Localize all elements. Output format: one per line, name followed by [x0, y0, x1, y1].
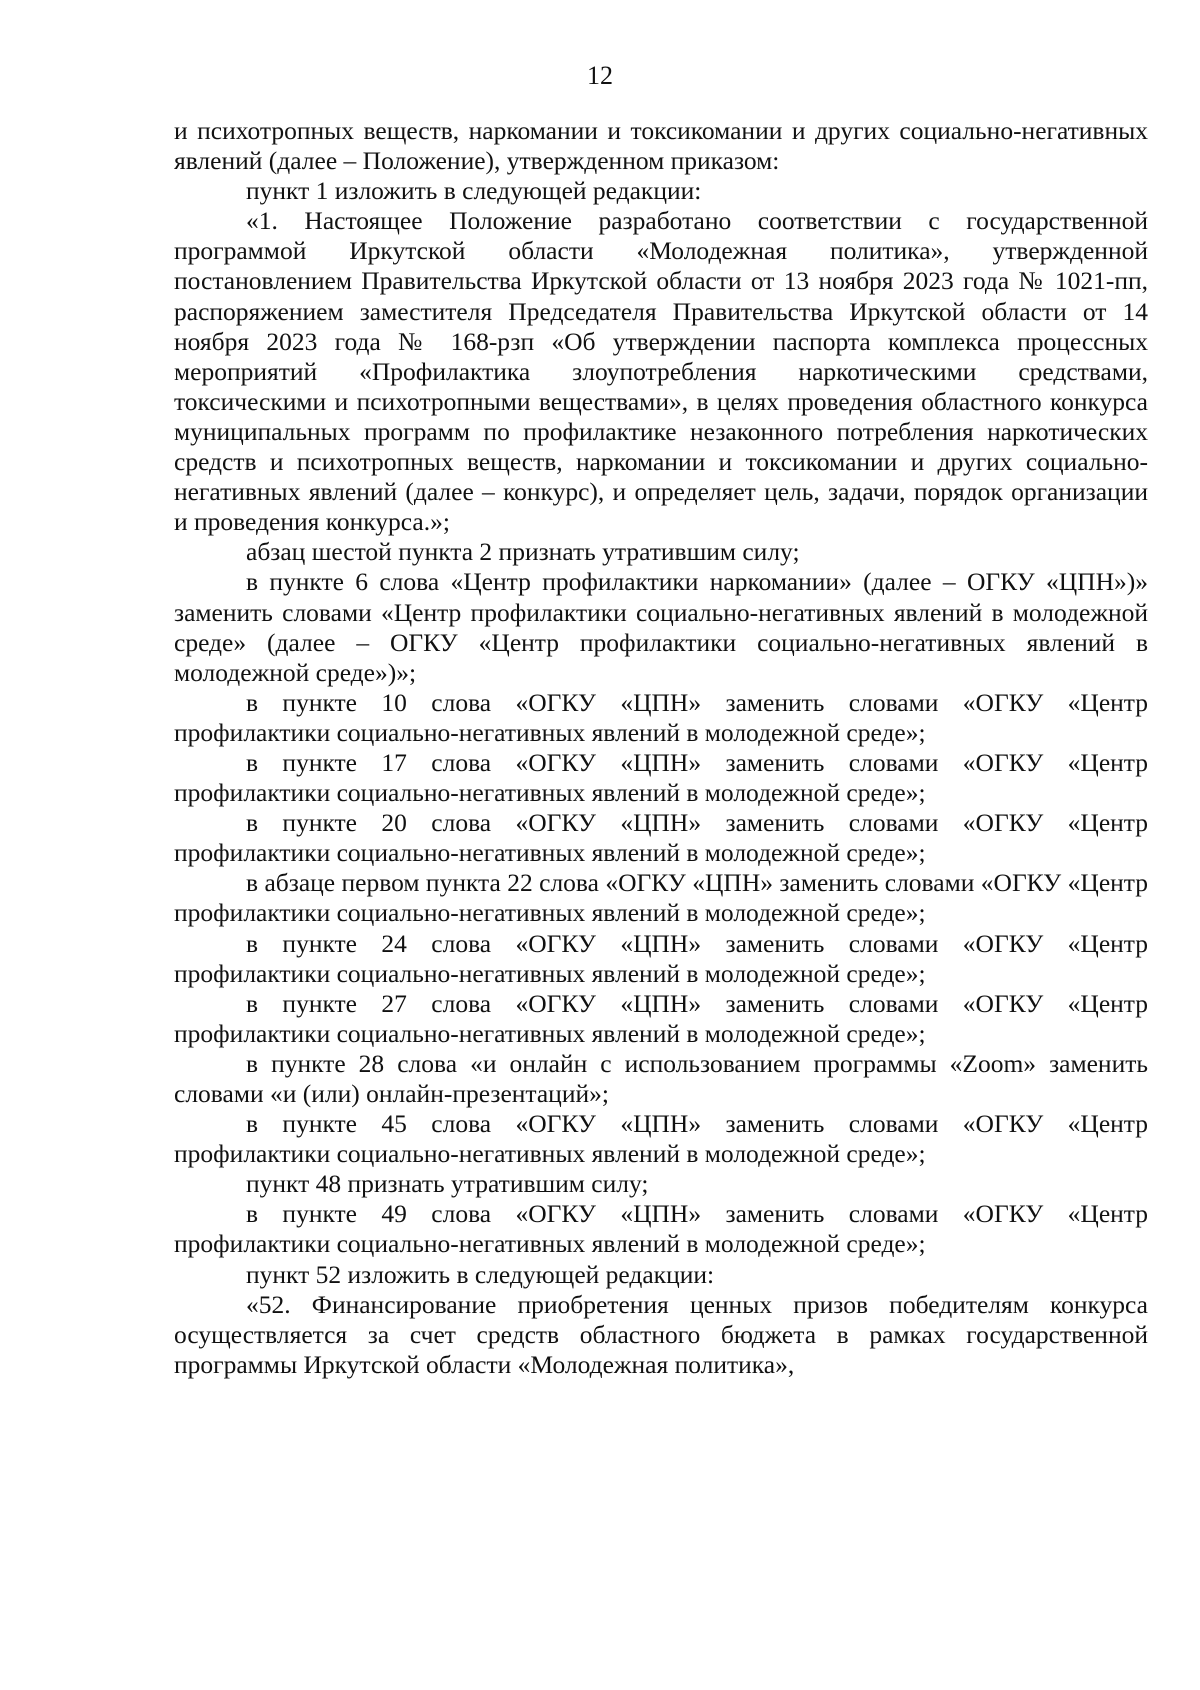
paragraph: в пункте 49 слова «ОГКУ «ЦПН» заменить словами «ОГКУ «Центр профилактики социально-негативных явлений в молодежной среде»; [174, 1199, 1148, 1259]
paragraph: пункт 52 изложить в следующей редакции: [246, 1259, 715, 1289]
paragraph: в пункте 24 слова «ОГКУ «ЦПН» заменить словами «ОГКУ «Центр профилактики социально-негативных явлений в молодежной среде»; [174, 928, 1148, 988]
paragraph: в пункте 17 слова «ОГКУ «ЦПН» заменить словами «ОГКУ «Центр профилактики социально-негативных явлений в молодежной среде»; [174, 747, 1148, 808]
page-number: 12 [587, 61, 613, 90]
paragraph: «52. Финансирование приобретения ценных призов победителям конкурса осуществляется за счет средств областного бюджета в рамках государственной программы Иркутской области «Молодежная политика», [174, 1289, 1148, 1379]
paragraph: «1. Настоящее Положение разработано соответствии с государственной программой Иркутской области «Молодежная политика», утвержденной постановлением Правительства Иркутской области от 13 ноября 2023 года № 1021-пп, распоряжением заместителя Председателя Правительства Иркутской области от 14 ноября 2023 года № 168-рзп «Об утверждении паспорта комплекса процессных мероприятий «Профилактика злоупотребления наркотическими средствами, токсическими и психотропными веществами», в целях проведения областного конкурса муниципальных программ по профилактике незаконного потребления наркотических средств и психотропных веществ, наркомании и токсикомании и других социально-негативных явлений (далее – конкурс), и определяет цель, задачи, порядок организации и проведения конкурса.»; [174, 206, 1148, 537]
paragraph: в пункте 10 слова «ОГКУ «ЦПН» заменить словами «ОГКУ «Центр профилактики социально-негативных явлений в молодежной среде»; [174, 687, 1148, 747]
paragraph: в пункте 6 слова «Центр профилактики наркомании» (далее – ОГКУ «ЦПН»)» заменить словами «Центр профилактики социально-негативных явлений в молодежной среде» (далее – ОГКУ «Центр профилактики социально-негативных явлений в молодежной среде»)»; [174, 567, 1148, 687]
document-body [174, 116, 1148, 1380]
paragraph: и психотропных веществ, наркомании и токсикомании и других социально-негативных явлений (далее – Положение), утвержденном приказом: [174, 116, 1148, 176]
paragraph: абзац шестой пункта 2 признать утратившим силу; [246, 537, 800, 567]
paragraph: в пункте 20 слова «ОГКУ «ЦПН» заменить словами «ОГКУ «Центр профилактики социально-негативных явлений в молодежной среде»; [174, 808, 1148, 868]
paragraph: пункт 1 изложить в следующей редакции: [246, 176, 702, 206]
paragraph: в пункте 27 слова «ОГКУ «ЦПН» заменить словами «ОГКУ «Центр профилактики социально-негативных явлений в молодежной среде»; [174, 988, 1148, 1048]
paragraph: в пункте 28 слова «и онлайн с использованием программы «Zoom» заменить словами «и (или) онлайн-презентаций»; [174, 1048, 1148, 1108]
paragraph: в абзаце первом пункта 22 слова «ОГКУ «ЦПН» заменить словами «ОГКУ «Центр профилактики социально-негативных явлений в молодежной среде»; [174, 868, 1148, 928]
paragraph: в пункте 45 слова «ОГКУ «ЦПН» заменить словами «ОГКУ «Центр профилактики социально-негативных явлений в молодежной среде»; [174, 1109, 1148, 1169]
paragraph: пункт 48 признать утратившим силу; [246, 1169, 649, 1199]
